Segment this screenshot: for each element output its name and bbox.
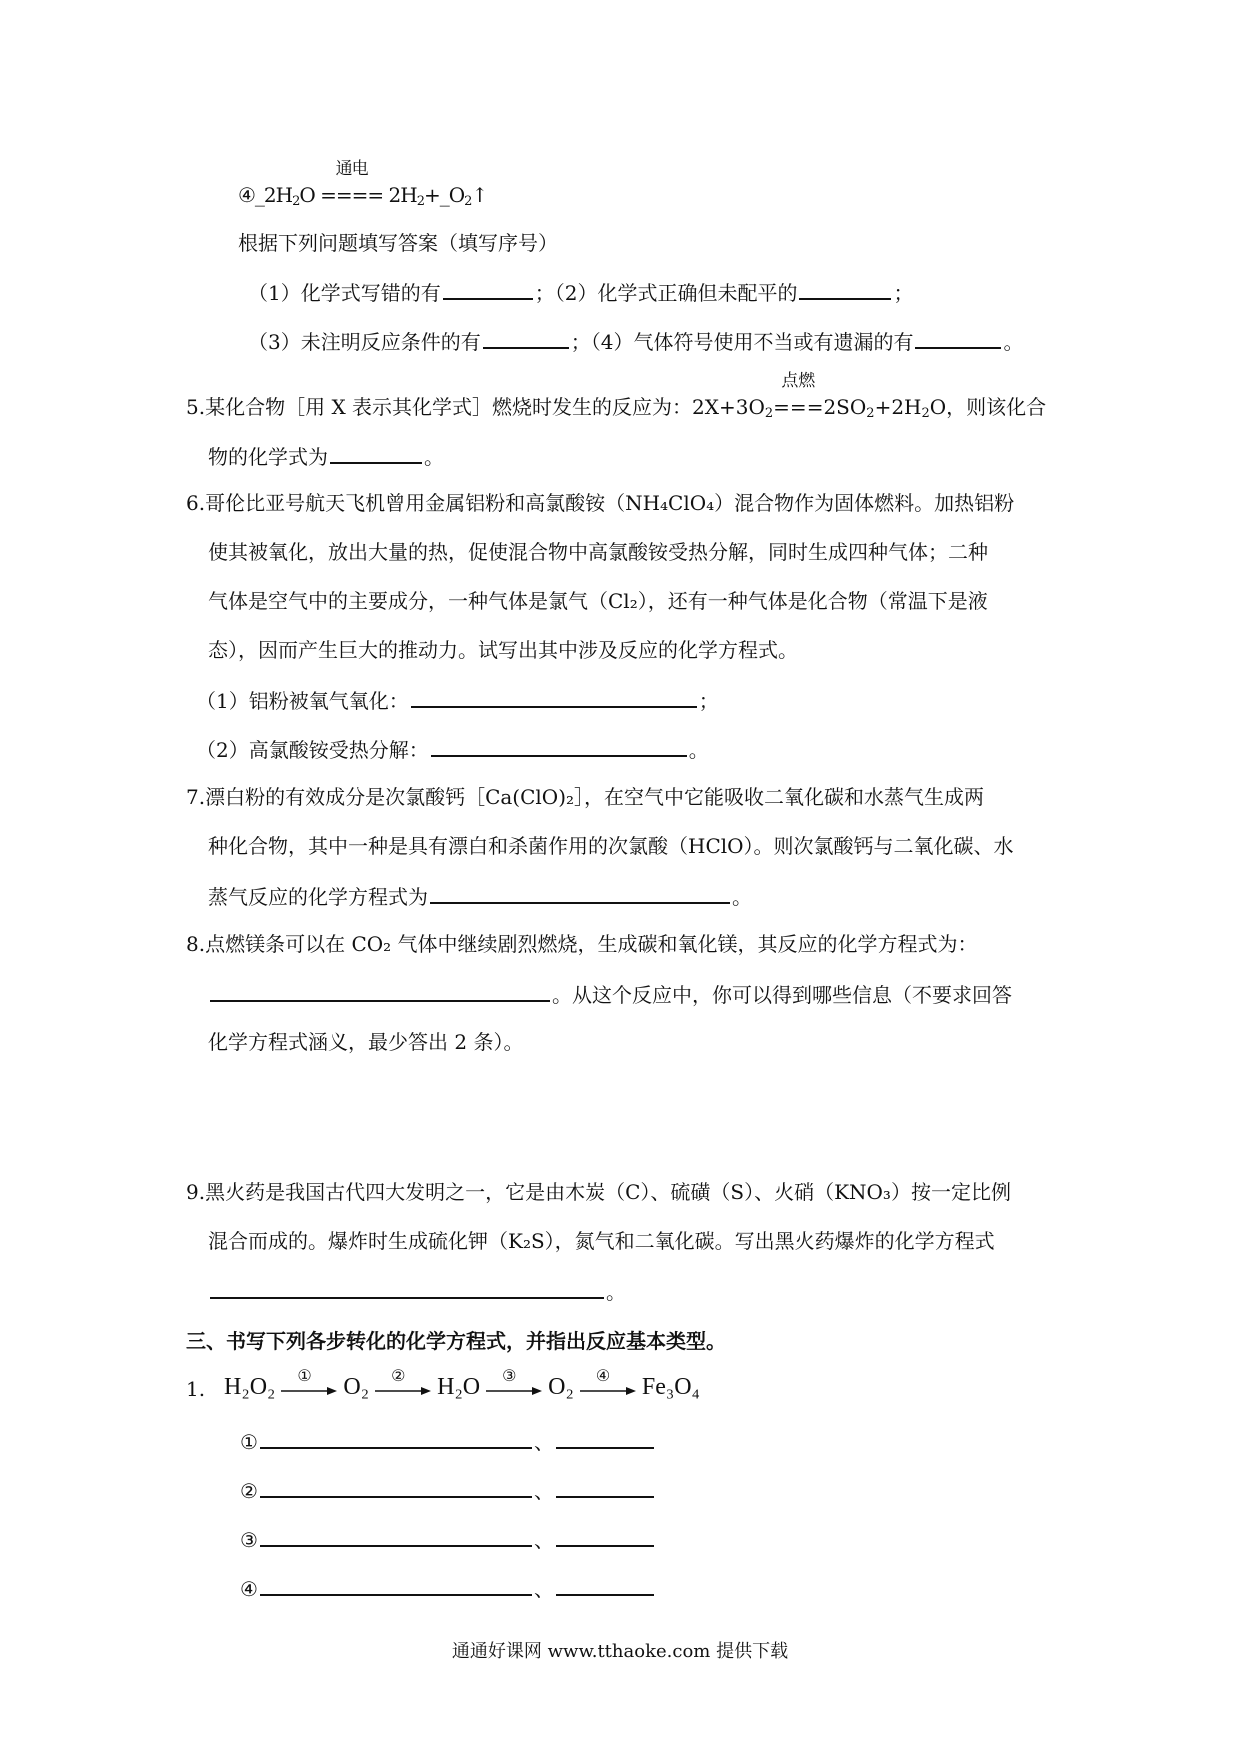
q5-text-c: +2H [874, 395, 922, 419]
q4-part1-label: （1）化学式写错的有 [248, 281, 441, 305]
step-row-4-label: ④ [240, 1577, 258, 1601]
q6-answer-blank-2[interactable] [431, 733, 687, 757]
step-row-1-label: ① [240, 1430, 258, 1454]
chain-compound-2: O₂ [343, 1373, 370, 1400]
step-row-4-sep: 、 [533, 1577, 554, 1601]
chain-compound-3: H₂O [437, 1373, 481, 1400]
q6-line-5 [196, 684, 719, 716]
q5-text-a: 5.某化合物［用 X 表示其化学式］燃烧时发生的反应为：2X+3O [186, 395, 765, 419]
q5-text-d: O，则该化合 [929, 395, 1047, 419]
q4-answer-blank-3[interactable] [483, 325, 569, 349]
q4-part2-end: 。 [1003, 330, 1024, 354]
q5-line-2 [208, 440, 444, 472]
q5-answer-blank[interactable] [330, 440, 422, 464]
step-row-2-sep: 、 [533, 1479, 554, 1503]
section-3-heading: 三、书写下列各步转化的化学方程式，并指出反应基本类型。 [186, 1329, 726, 1353]
q6-answer-blank-1[interactable] [411, 684, 697, 708]
q7-end: 。 [732, 885, 752, 909]
chain-compound-5: Fe₃O₄ [641, 1373, 700, 1400]
q7-answer-blank[interactable] [430, 880, 730, 904]
step-1-type-blank[interactable] [556, 1425, 654, 1449]
q6-line-2: 使其被氧化，放出大量的热，促使混合物中高氯酸铵受热分解，同时生成四种气体；二种 [208, 540, 988, 564]
step-2-type-blank[interactable] [556, 1474, 654, 1498]
chain-step-2: ② [391, 1368, 406, 1385]
step-3-equation-blank[interactable] [260, 1523, 532, 1547]
q9-answer-blank[interactable] [210, 1275, 604, 1299]
q7-line-2: 种化合物，其中一种是具有漂白和杀菌作用的次氯酸（HClO）。则次氯酸钙与二氧化碳、水 [208, 834, 1014, 858]
q4-answer-blank-2[interactable] [799, 276, 891, 300]
step-row-3-label: ③ [240, 1528, 258, 1552]
step-3-type-blank[interactable] [556, 1523, 654, 1547]
q9-end: 。 [606, 1280, 626, 1304]
q4-part1 [248, 276, 913, 308]
conversion-chain [224, 1368, 700, 1402]
q5-text-e: 物的化学式为 [208, 445, 328, 469]
q5-condition: 点燃 === [773, 392, 823, 422]
chain-arrow-4 [580, 1368, 636, 1402]
q5-condition-text: 点燃 [781, 371, 816, 391]
chain-compound-4: O₂ [548, 1373, 574, 1400]
q6-line-6 [196, 733, 709, 765]
q6-sub2-end: 。 [688, 738, 709, 762]
q4-answer-blank-1[interactable] [443, 276, 533, 300]
q8-line-3: 化学方程式涵义，最少答出 2 条）。 [208, 1030, 524, 1054]
step-row-1-sep: 、 [533, 1430, 554, 1454]
chain-arrow-2 [375, 1368, 431, 1402]
q6-line-4: 态），因而产生巨大的推动力。试写出其中涉及反应的化学方程式。 [208, 638, 798, 662]
q9-line-1: 9.黑火药是我国古代四大发明之一，它是由木炭（C）、硫磺（S）、火硝（KNO₃）按一定比例 [186, 1180, 1011, 1204]
eq4-prefix: ④_2H [238, 183, 293, 207]
chain-compound-1: H₂O₂ [224, 1373, 276, 1400]
eq4-o: O [299, 183, 315, 207]
chain-arrow-3 [486, 1368, 542, 1402]
page-footer: 通通好课网 www.tthaoke.com 提供下载 [451, 1641, 789, 1662]
q5-text-b: 2SO [823, 395, 867, 419]
eq4-rhs-a: 2H [388, 183, 417, 207]
q7-line-3 [208, 880, 752, 912]
q7-line-1: 7.漂白粉的有效成分是次氯酸钙［Ca(ClO)₂］，在空气中它能吸收二氧化碳和水蒸气生成两 [186, 785, 985, 809]
q4-instruction: 根据下列问题填写答案（填写序号） [238, 231, 558, 255]
step-4-type-blank[interactable] [556, 1572, 654, 1596]
q9-line-3 [208, 1275, 626, 1307]
step-row-2-label: ② [240, 1479, 258, 1503]
step-row-3-sep: 、 [533, 1528, 554, 1552]
chain-step-3: ③ [502, 1368, 517, 1385]
q7-text: 蒸气反应的化学方程式为 [208, 885, 428, 909]
step-row-3 [240, 1523, 656, 1555]
q6-sub1-end: ； [698, 689, 719, 713]
step-row-4 [240, 1572, 656, 1604]
q6-sub1-label: （1）铝粉被氧气氧化： [196, 689, 409, 713]
q8-line-2 [208, 978, 1012, 1010]
eq4-condition: 通电 ==== [320, 180, 383, 210]
chain-arrow-1 [281, 1368, 337, 1402]
step-4-equation-blank[interactable] [260, 1572, 532, 1596]
eq4-arrow: ↑ [471, 183, 488, 207]
step-2-equation-blank[interactable] [260, 1474, 532, 1498]
q4-answer-blank-4[interactable] [915, 325, 1001, 349]
step-row-1 [240, 1425, 656, 1457]
eq4-condition-text: 通电 [335, 159, 368, 179]
q9-line-2: 混合而成的。爆炸时生成硫化钾（K₂S），氮气和二氧化碳。写出黑火药爆炸的化学方程式 [208, 1229, 995, 1253]
q5-line-1: 5.某化合物［用 X 表示其化学式］燃烧时发生的反应为：$2X+3O_2$ 点燃 $===2SO_2+2H_2O$，则该化合 [186, 392, 1046, 429]
q5-text-f: 。 [424, 445, 444, 469]
q4-part2-label: ；（2）化学式正确但未配平的 [534, 281, 798, 305]
equation-4: $④\_2H_2O$ 通电 ==== $2H_2+\_O_2↑$ [238, 180, 487, 217]
step-row-2 [240, 1474, 656, 1506]
q4-part3-label: （3）未注明反应条件的有 [248, 330, 481, 354]
chain-step-1: ① [297, 1368, 312, 1385]
step-1-equation-blank[interactable] [260, 1425, 532, 1449]
q4-part1-end: ； [893, 281, 914, 305]
q8-answer-blank[interactable] [210, 978, 550, 1002]
section-3-q1-number: 1. [186, 1377, 206, 1401]
q4-part4-label: ；（4）气体符号使用不当或有遗漏的有 [570, 330, 914, 354]
q4-part2 [248, 325, 1023, 357]
q6-sub2-label: （2）高氯酸铵受热分解： [196, 738, 429, 762]
q6-line-1: 6.哥伦比亚号航天飞机曾用金属铝粉和高氯酸铵（NH₄ClO₄）混合物作为固体燃料。加热铝粉 [186, 491, 1015, 515]
q8-text: 。从这个反应中，你可以得到哪些信息（不要求回答 [552, 983, 1012, 1007]
chain-step-4: ④ [595, 1368, 611, 1385]
eq4-rhs-b: +_O [424, 183, 465, 207]
q8-line-1: 8.点燃镁条可以在 CO₂ 气体中继续剧烈燃烧，生成碳和氧化镁，其反应的化学方程式为： [186, 932, 978, 956]
q6-line-3: 气体是空气中的主要成分，一种气体是氯气（Cl₂），还有一种气体是化合物（常温下是液 [208, 589, 988, 613]
